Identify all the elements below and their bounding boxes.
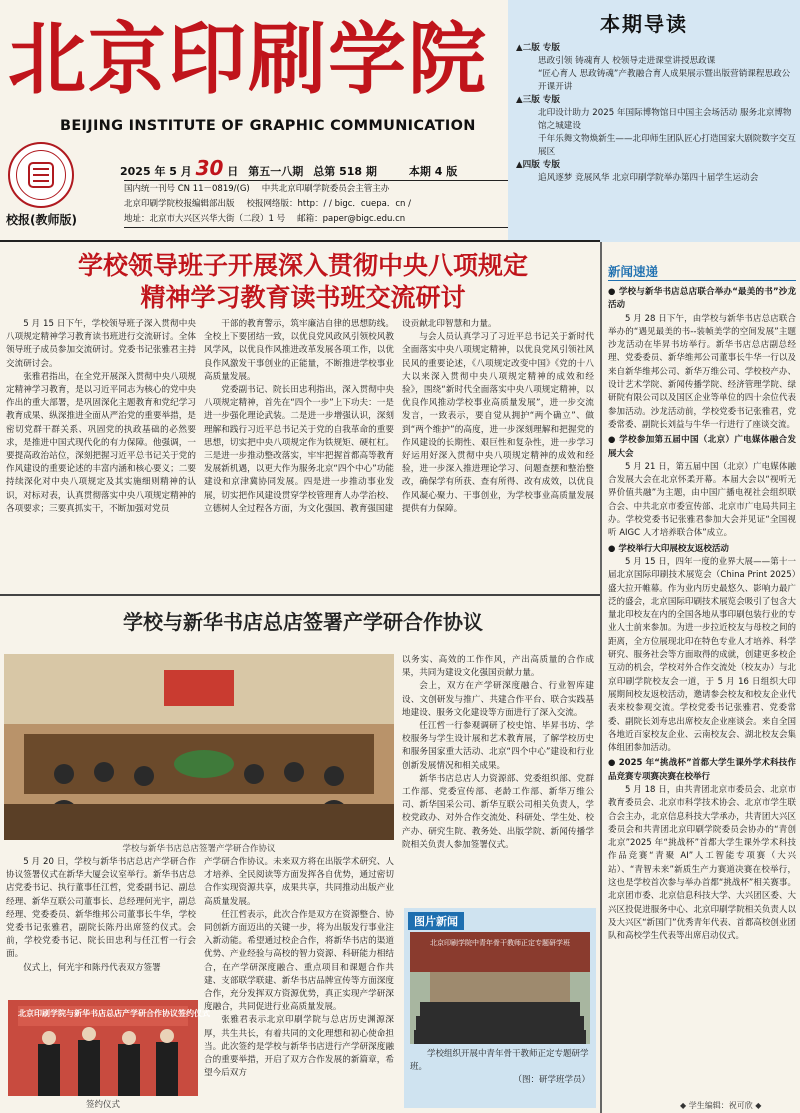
news-heading-rule xyxy=(608,280,796,281)
guide-body xyxy=(516,42,796,185)
guide-section-head[interactable]: ▲二版 专版 xyxy=(516,43,560,53)
column-divider xyxy=(600,242,602,1113)
photo-banner: 北京印刷学院中青年骨干教师正定专题研学班 xyxy=(430,939,570,947)
article1-column-1 xyxy=(6,318,196,588)
news-item xyxy=(608,286,796,432)
news-item-title[interactable]: ● 学校参加第五届中国（北京）广电媒体融合发展大会 xyxy=(608,435,796,459)
paragraph: 会上，双方在产学研深度融合、行业智库建设、文创研发与推广、共建合作平台、联合实践基地建设、服务文化建设等方面进行了深入交流。 xyxy=(402,681,594,718)
headline-rule xyxy=(0,240,600,242)
page-count: 本期 4 版 xyxy=(408,165,458,178)
school-logo xyxy=(8,142,74,208)
paragraph: 张雅君表示北京印刷学院与总店历史渊源深厚，共生共长，有着共同的文化理想和初心使命担当。此次签约是学校与新华书店进行产学研深度融合的重要举措，开启了双方合作发展的新篇章，希望今后双方 xyxy=(204,1015,394,1079)
picture-news-label: 图片新闻 xyxy=(408,912,464,930)
news-item-body: 5 月 15 日，四年一度的业界大展——第十一届北京国际印刷技术展览会（China Print 2025）盛大拉开帷幕。作为业内历史最悠久、影响力最广泛的盛会，北京国际印刷技术展览会吸引了包含大量北印校友在内的全国各地从事印刷包装行业的专业人士前来参加。为进一步拉近校友与母校之间的距离，全方位展现北印在特色专业人才培养、科学研究、服务社会等方面取得的成就，创建更多校企互动的机会，学校对外合作交流处（校友办）与北京印刷学院校友会一道，于 5 月 16 日组织大印展期间校友返校活动，邀请参会校友和校友企业代表来校参观交流。学校党委书记张雅君、党委常委、副院长刘寿忠出席校友企业座谈会。来自全国各地近百家校友企业、云南校友会、湖北校友会集体组团参加活动。 xyxy=(608,556,796,754)
news-item-title[interactable]: ● 2025 年“挑战杯”首都大学生课外学术科技作品竞赛专项赛决赛在校举行 xyxy=(608,758,796,782)
guide-title: 本期导读 xyxy=(600,12,688,36)
group-photo xyxy=(410,932,590,1044)
guide-item[interactable]: 千年乐舞文物焕新生——北印师生团队匠心打造国家大剧院数字交互展区 xyxy=(538,134,796,157)
total-issue: 总第 518 期 xyxy=(313,165,377,178)
guide-item[interactable]: 思政引领 铸魂育人 校领导走进课堂讲授思政课 xyxy=(538,56,716,66)
paragraph: 设贡献北印智慧和力量。 xyxy=(402,319,497,329)
guide-section-head[interactable]: ▲三版 专版 xyxy=(516,95,560,105)
picture-news-caption xyxy=(410,1048,590,1087)
news-item xyxy=(608,757,796,943)
paragraph: 任江哲一行参观调研了校史馆、毕昇书坊、学校服务与学生设计展和艺术教育展，了解学校历史和服务国家重大活动、北京“四个中心”建设和行业创新发展情况和相关成果。 xyxy=(402,721,594,771)
picture-news xyxy=(404,908,596,1108)
news-item xyxy=(608,434,796,540)
main-headline xyxy=(8,250,598,314)
news-item-body: 5 月 28 日下午，由学校与新华书店总店联合举办的“遇见最美的书--装帧美学的空间发展”主题沙龙活动在毕昇书坊举行。新华书店总店副总经理、党委委员、新华维邦公司董事长牛华一行以及来自新华维邦公司、新华万维公司、学校校产办、设计艺术学院、新闻传播学院、经济管理学院、绿研院有限公司以及国区企业等单位的四十余位代表参加活动。沙龙活动前，学校党委书记张雅君，党委常委、副院长刘益与牛华一行进行了座谈交流。 xyxy=(608,313,796,430)
guide-item[interactable]: 追风逐梦 竞展风华 北京印刷学院举办第四十届学生运动会 xyxy=(538,173,759,183)
date-suffix: 日 xyxy=(227,165,239,178)
paragraph: 党委副书记、院长田忠利指出，深入贯彻中央八项规定精神，首先在“四个一步”上下功夫：一是进一步强化理论武装。二是进一步增强认识，深刻理解和践行习近平总书记关于党的自我革命的重要思想，切实把中央八项规定作为铁规矩、硬杠杠。三是进一步推动整改落实，牢牢把握首都高等教育发展新机遇，以更大作为服务北京“四个中心”功能建设和京津冀协同发展。四是进一步推动事业发展，切实把作风建设贯穿学校管理育人办学治校、立德树人全过程各方面，为文化强国、教育强国建 xyxy=(204,385,394,514)
article1-column-3 xyxy=(402,318,594,588)
paragraph: 5 月 15 日下午，学校领导班子深入贯彻中央八项规定精神学习教育读书班进行交流研讨。全体领导班子成员参加交流研讨。党委书记张雅君主持交流研讨会。 xyxy=(6,319,196,369)
logo-emblem xyxy=(16,150,66,200)
issue-line xyxy=(120,156,457,180)
signing-ceremony-photo xyxy=(4,654,394,840)
publication-info xyxy=(124,180,508,228)
email: 邮箱：paper@bigc.edu.cn xyxy=(297,214,406,224)
article2-column-2 xyxy=(204,856,394,1108)
group-photo-image xyxy=(410,932,590,1044)
headline-line-1: 学校领导班子开展深入贯彻中央八项规定 xyxy=(77,251,528,280)
paragraph: 仪式上，何光宇和陈丹代表双方签署 xyxy=(23,962,161,973)
article2-column-1 xyxy=(6,856,196,996)
photo-caption: 学校与新华书店总店签署产学研合作协议 xyxy=(122,844,276,854)
book-press-icon xyxy=(21,155,61,195)
paragraph: 张雅君指出，在全党开展深入贯彻中央八项规定精神学习教育，是以习近平同志为核心的党中央作出的重大部署，是巩固深化主题教育和党纪学习教育成果、纵深推进全面从严治党的重要举措，是密切党群干群关系、巩固党的执政基础的必然要求，是推进中国式现代化的有力保障。他强调，一要提高政治站位，深刻把握习近平总书记关于党的作风建设的重要论述的丰富内涵和核心要义；二要持续深化对中央八项规定及其实施细则精神的认识，对标对表，认真贯彻落实中央八项规定精神的各项要求；三要真抓实干，不断加强对党员 xyxy=(6,371,196,514)
signing-ceremony-photo-2 xyxy=(8,1000,210,1096)
masthead-english: BEIJING INSTITUTE OF GRAPHIC COMMUNICATION xyxy=(60,118,476,134)
news-item-title[interactable]: ● 学校举行大印展校友返校活动 xyxy=(608,543,729,554)
website: 校报网络版：http：/ / bigc．cuepa．cn / xyxy=(246,199,411,209)
guide-item[interactable]: “匠心育人 思政铸魂”产教融合育人成果展示暨出版营销课程思政公开课开讲 xyxy=(538,69,791,92)
signing-photo xyxy=(4,654,394,840)
issue-number: 第五一八期 xyxy=(248,165,304,178)
photo-caption-2: 签约仪式 xyxy=(85,1100,120,1110)
publisher: 北京印刷学院校报编辑部出版 xyxy=(124,199,235,209)
guide-section-head[interactable]: ▲四版 专版 xyxy=(516,160,560,170)
photo-credit: （图：研学班学员） xyxy=(513,1075,590,1085)
guide-item[interactable]: 北印设计助力 2025 年国际博物馆日中国主会场活动 服务北京博物馆之城建设 xyxy=(538,108,792,131)
address: 地址：北京市大兴区兴华大街（二段）1 号 xyxy=(124,214,286,224)
news-heading: 新闻速递 xyxy=(608,264,659,279)
date-prefix: 2025 年 5 月 xyxy=(120,165,192,178)
paragraph: 新华书店总店人力资源部、党委组织部、党群工作部、党委宣传部、老龄工作部、新华万维公司、新华国采公司、新华互联公司相关负责人，学校党政办、对外合作交流处、科研处、学生处、校产办、研究生院、教务处、出版学院、新闻传播学院相关负责人参加签署仪式。 xyxy=(402,773,594,850)
news-list xyxy=(608,284,796,1098)
paragraph: 产学研合作协议。未来双方将在出版学术研究、人才培养、全民阅读等方面发挥各自优势，通过密切合作实现资源共享，成果共享，共同推动出版产业高质量发展。 xyxy=(204,857,394,907)
sponsor: 中共北京印刷学院委员会主管主办 xyxy=(261,184,390,194)
date-day: 30 xyxy=(195,156,224,180)
article1-column-2 xyxy=(204,318,394,588)
article2-headline: 学校与新华书店总店签署产学研合作协议 xyxy=(123,610,483,634)
caption-text: 学校组织开展中青年骨干教师正定专题研学班。 xyxy=(410,1049,589,1072)
news-item-body: 5 月 21 日，第五届中国（北京）广电媒体融合发展大会在北京怀柔开幕。本届大会以“视听无界价值共融”为主题，由中国广播电视社会组织联合会、中共北京市委宣传部、北京市广电局共同主办。学校党委书记张雅君参加大会并见证“全国视听 AIGC 人才培养联合体”成立。 xyxy=(608,461,796,539)
news-item xyxy=(608,543,796,756)
edition-label: 校报(教师版) xyxy=(6,213,77,227)
student-editor: ◆ 学生编辑：祝可欣 ◆ xyxy=(680,1101,762,1110)
news-item-title[interactable]: ● 学校与新华书店总店联合举办“最美的书”沙龙活动 xyxy=(608,287,796,311)
masthead xyxy=(0,0,508,233)
paragraph: 与会人员认真学习了习近平总书记关于新时代全面落实中央八项规定精神，以优良党风引领社风民风的重要论述，《八项规定改变中国》《党的十八大以来深入贯彻中央八项规定精神的成效和经验》，围绕“新时代全面落实中央八项规定精神，以优良作风推动学校事业高质量发展”，进一步交流发言，一致表示，要自觉从拥护“两个确立”、做到“两个维护”的高度，进一步深刻理解和把握党的作风建设的长期性、艰巨性和复杂性，进一步学习好运用好深入贯彻中央八项规定精神的成效和经验，进一步深入推进理论学习、问题查摆和整治整改，确保学有所获、查有所得、改有成效，以优良作风凝心聚力、干事创业，为学校事业高质量发展提供有力保障。 xyxy=(402,332,594,514)
article2-column-3 xyxy=(402,654,594,902)
headline-line-2: 精神学习教育读书班交流研讨 xyxy=(140,283,466,312)
cn-number: 国内统一刊号 CN 11－0819/(G) xyxy=(124,184,250,194)
section-rule xyxy=(0,594,600,596)
paragraph: 5 月 20 日，学校与新华书店总店产学研合作协议签署仪式在新华大厦会议室举行。新华书店总店党委书记、执行董事任江哲，党委副书记、副总经理、新华互联公司董事长、总经理何光宇，副总经理、党委委员、新华维邦公司董事长牛华，学校党委书记张雅君，副院长陈丹出席签约仪式。会前，学校党委书记、院长田忠利与任江哲一行会面。 xyxy=(6,857,196,960)
issue-guide xyxy=(508,0,800,242)
photo-banner: 北京印刷学院与新华书店总店产学研合作协议签约仪式 xyxy=(18,1009,210,1018)
news-item-body: 5 月 18 日，由共青团北京市委员会、北京市教育委员会、北京市科学技术协会、北京市学生联合会主办，北京信息科技大学承办，共青团大兴区委员会和共青团北京印刷学院委员会协办的“青创北京”2025 年“挑战杯”首都大学生课外学术科技作品竞赛“青聚 AI”人工智能专项赛（大兴站）、“青智未来”新质生产力赛道决赛在校举行，这也是学校首次参与举办首都“挑战杯”相关赛事。北京团市委、北京信息科技大学、大兴团区委、大兴区投促进服务中心、北京印刷学院相关负责人以及大兴区“新国门”优秀青年代表、首都高校创业团队和高校学生代表等出席启动仪式。 xyxy=(608,784,796,942)
paragraph: 以务实、高效的工作作风，产出高质量的合作成果，共同为建设文化强国贡献力量。 xyxy=(402,655,594,679)
paragraph: 干部的教育警示，筑牢廉洁自律的思想防线。全校上下要团结一致，以优良党风政风引领校风教风学风，以优良作风推进改革发展各项工作，以优良作风激发干事创业的正能量，不断推进学校事业高质量发展。 xyxy=(204,319,394,382)
masthead-title: 北京印刷学院 xyxy=(8,14,489,105)
paragraph: 任江哲表示，此次合作是双方在资源整合、协同创新方面迈出的关键一步，将为出版发行事业注入新动能。希望通过校企合作，将新华书店的渠道优势、产业经验与高校的智力资源、科研能力相结合，在产学研深度融合、重点项目和课题合作共建、支部联学联建、新华书店品牌宣传等方面深度合作，充分发挥双方资源优势，真正实现产学研深度融合，共同促进行业高质量发展。 xyxy=(204,909,394,1013)
